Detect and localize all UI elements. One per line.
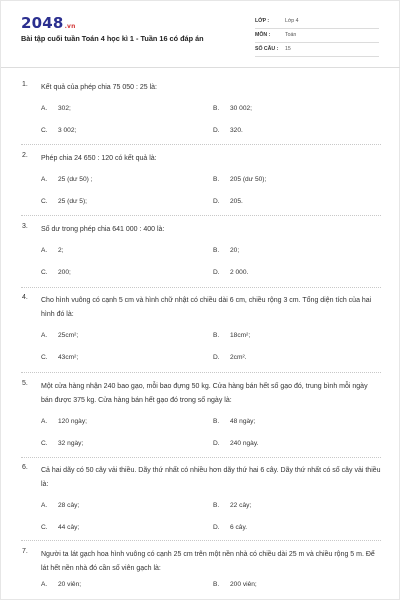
question-number: 5. — [22, 380, 28, 387]
meta-subject — [255, 30, 379, 43]
logo-suffix: .vn — [64, 23, 76, 30]
option-d[interactable]: D. 205. — [213, 198, 243, 205]
meta-value: Lớp 4 — [285, 18, 299, 24]
option-a[interactable]: A. 28 cây; — [41, 502, 80, 509]
option-b[interactable]: B. 20; — [213, 247, 240, 254]
question-number: 4. — [22, 294, 28, 301]
option-a[interactable]: A. 20 viên; — [41, 581, 82, 588]
option-c[interactable]: C. 25 (dư 5); — [41, 198, 87, 205]
meta-class — [255, 16, 379, 29]
option-c[interactable]: C. 3 002; — [41, 127, 77, 134]
meta-question-count — [255, 44, 379, 57]
option-b[interactable]: B. 18cm²; — [213, 332, 251, 339]
option-c[interactable]: C. 43cm²; — [41, 354, 79, 361]
option-d[interactable]: D. 320. — [213, 127, 243, 134]
question-divider — [21, 540, 381, 541]
option-a[interactable]: A. 25 (dư 50) ; — [41, 176, 93, 183]
option-b[interactable]: B. 205 (dư 50); — [213, 176, 267, 183]
question-number: 1. — [22, 81, 28, 88]
question-text: Cho hình vuông có cạnh 5 cm và hình chữ nhật có chiều dài 6 cm, chiều rộng 3 cm. Tổng diện tích của hai hình đó là: — [41, 297, 372, 318]
option-c[interactable]: C. 32 ngày; — [41, 440, 84, 447]
option-b[interactable]: B. 30 002; — [213, 105, 252, 112]
header-divider — [1, 67, 400, 68]
meta-label: LỚP : — [255, 18, 270, 24]
option-d[interactable]: D. 240 ngày. — [213, 440, 259, 447]
question-text: Người ta lát gạch hoa hình vuông có cạnh 25 cm trên một nền nhà có chiều dài 25 m và chiều rộng 5 m. Để lát hết nền nhà đó cần số viên gạch là: — [41, 551, 375, 572]
site-logo[interactable]: 2048.vn — [21, 14, 76, 32]
meta-label: SỐ CÂU : — [255, 46, 279, 52]
option-b[interactable]: B. 200 viên; — [213, 581, 257, 588]
question-text: Cả hai dãy có 50 cây vải thiều. Dãy thứ nhất có nhiều hơn dãy thứ hai 6 cây. Dãy thứ nhất có số cây vải thiều là: — [41, 467, 381, 488]
option-a[interactable]: A. 25cm²; — [41, 332, 79, 339]
question-text: Phép chia 24 650 : 120 có kết quả là: — [41, 155, 157, 162]
option-a[interactable]: A. 302; — [41, 105, 71, 112]
question-text: Một cửa hàng nhận 240 bao gạo, mỗi bao đựng 50 kg. Cửa hàng bán hết số gạo đó, trung bình mỗi ngày bán được 375 kg. Cửa hàng bán hết gạo đó trong số ngày là: — [41, 383, 368, 404]
meta-label: MÔN : — [255, 32, 271, 38]
option-a[interactable]: A. 120 ngày; — [41, 418, 87, 425]
option-d[interactable]: D. 2cm². — [213, 354, 247, 361]
page-title: Bài tập cuối tuần Toán 4 học kì 1 - Tuần 16 có đáp án — [21, 34, 204, 43]
question-divider — [21, 287, 381, 288]
question-text: Số dư trong phép chia 641 000 : 400 là: — [41, 226, 165, 233]
worksheet-header — [1, 1, 400, 67]
option-b[interactable]: B. 22 cây; — [213, 502, 252, 509]
question-text: Kết quả của phép chia 75 050 : 25 là: — [41, 84, 157, 91]
question-number: 2. — [22, 152, 28, 159]
option-c[interactable]: C. 44 cây; — [41, 524, 80, 531]
question-number: 7. — [22, 548, 28, 555]
option-d[interactable]: D. 6 cây. — [213, 524, 248, 531]
question-divider — [21, 144, 381, 145]
meta-value: 15 — [285, 46, 291, 52]
option-a[interactable]: A. 2; — [41, 247, 64, 254]
question-divider — [21, 457, 381, 458]
option-b[interactable]: B. 48 ngày; — [213, 418, 256, 425]
option-c[interactable]: C. 200; — [41, 269, 71, 276]
question-divider — [21, 372, 381, 373]
meta-value: Toán — [285, 32, 297, 38]
question-number: 3. — [22, 223, 28, 230]
question-number: 6. — [22, 464, 28, 471]
option-d[interactable]: D. 2 000. — [213, 269, 249, 276]
question-divider — [21, 215, 381, 216]
